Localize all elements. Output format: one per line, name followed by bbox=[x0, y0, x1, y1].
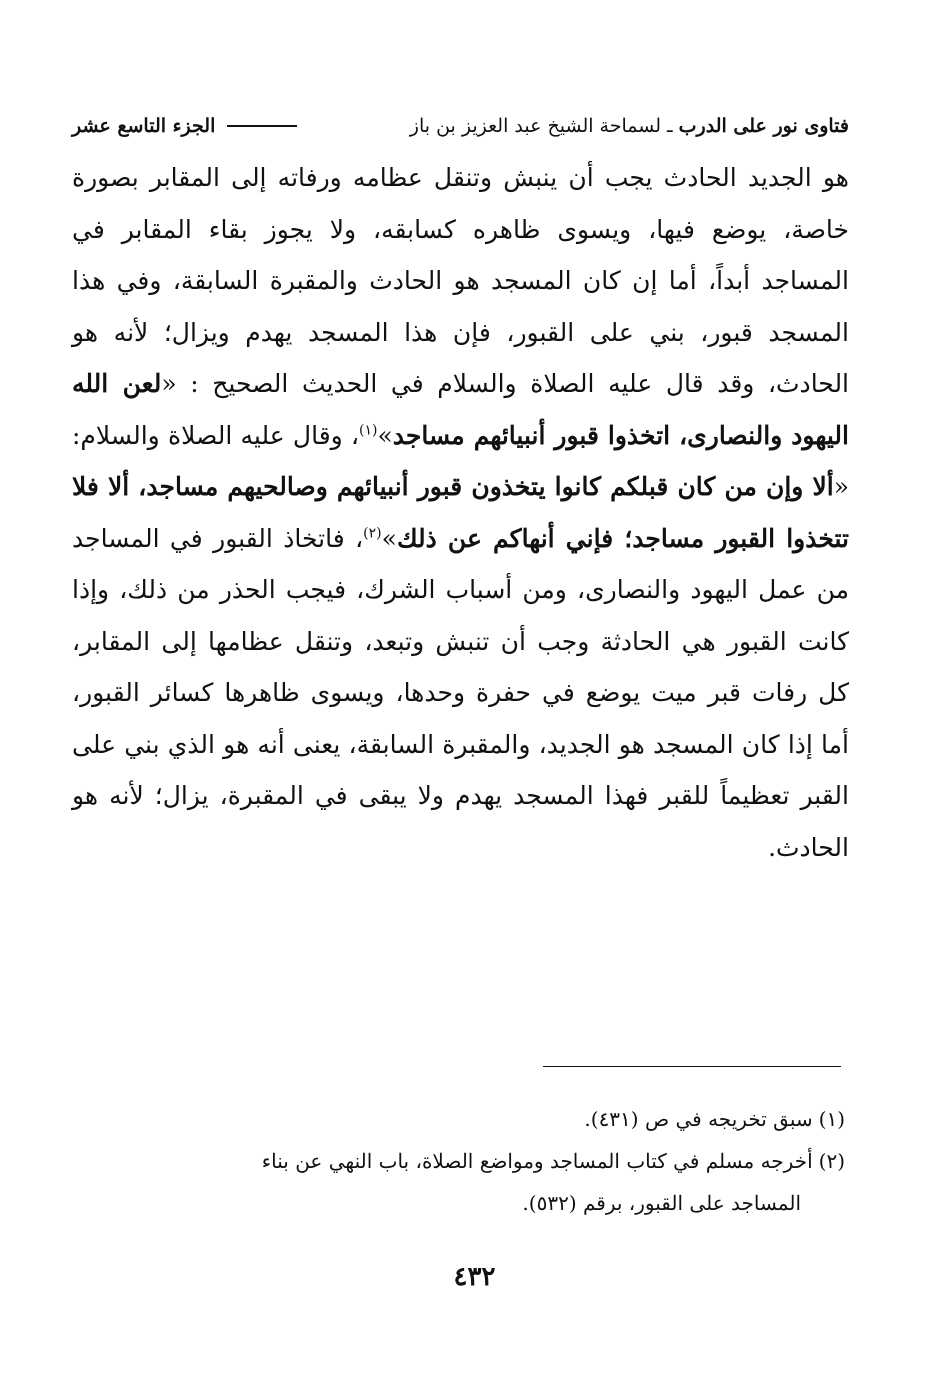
footnote-separator bbox=[543, 1066, 841, 1067]
footnote-ref-1[interactable]: (١) bbox=[359, 422, 378, 439]
main-text bbox=[72, 152, 849, 873]
hadith-quote-2: ألا وإن من كان قبلكم كانوا يتخذون قبور أنبيائهم وصالحيهم مساجد، ألا فلا تتخذوا القبور مساجد؛ فإني أنهاكم عن ذلك bbox=[72, 472, 850, 553]
header-right bbox=[410, 115, 849, 137]
text-segment: » bbox=[381, 523, 397, 553]
author-name: ـ لسماحة الشيخ عبد العزيز بن باز bbox=[409, 115, 673, 137]
part-label: الجزء التاسع عشر bbox=[72, 115, 216, 137]
footnotes bbox=[72, 1098, 845, 1224]
header-left bbox=[72, 115, 303, 137]
footnote-2-continuation: المساجد على القبور، برقم (٥٣٢). bbox=[522, 1191, 801, 1215]
footnote-text: سبق تخريجه في ص (٤٣١). bbox=[584, 1107, 813, 1131]
text-segment: هو الجديد الحادث يجب أن ينبش وتنقل عظامه ورفاته إلى المقابر بصورة خاصة، يوضع فيها، ويسوى ظاهره كسابقه، ولا يجوز بقاء المقابر في المساجد أبداً، أما إن كان المسجد هو الحادث والمقبرة السابقة، وفي هذا المسجد قبور، بني على القبور، فإن هذا المسجد يهدم ويزال؛ لأنه هو الحادث، وقد قال عليه الصلاة والسلام في الحديث الصحيح : « bbox=[72, 163, 850, 398]
hadith-quote-1: لعن الله اليهود والنصارى، اتخذوا قبور أنبيائهم مساجد bbox=[72, 369, 849, 450]
running-header bbox=[72, 108, 849, 144]
footnote-number: (١) bbox=[818, 1107, 845, 1131]
text-segment: ، وقال عليه الصلاة والسلام: « bbox=[72, 420, 849, 501]
footnote-number: (٢) bbox=[818, 1149, 845, 1173]
text-segment: ، فاتخاذ القبور في المساجد من عمل اليهود والنصارى، ومن أسباب الشرك، فيجب الحذر من ذلك، وإذا كانت القبور هي الحادثة وجب أن تنبش وتبعد، وتنقل عظامها إلى المقابر، كل رفات قبر ميت يوضع في حفرة وحدها، ويسوى ظاهرها كسائر القبور، أما إذا كان المسجد هو الجديد، والمقبرة السابقة، يعنى أنه هو الذي بني على القبر تعظيماً للقبر فهذا المسجد يهدم ولا يبقى في المقبرة، يزال؛ لأنه هو الحادث. bbox=[72, 523, 849, 862]
footnote-text: أخرجه مسلم في كتاب المساجد ومواضع الصلاة، باب النهي عن بناء bbox=[261, 1149, 813, 1173]
footnote-2 bbox=[72, 1140, 845, 1182]
header-rule bbox=[227, 125, 297, 127]
footnote-1 bbox=[72, 1098, 845, 1140]
book-title: فتاوى نور على الدرب bbox=[678, 115, 849, 137]
text-segment: » bbox=[377, 420, 393, 450]
footnote-ref-2[interactable]: (٢) bbox=[363, 525, 382, 542]
page-number: ٤٣٢ bbox=[453, 1262, 496, 1292]
